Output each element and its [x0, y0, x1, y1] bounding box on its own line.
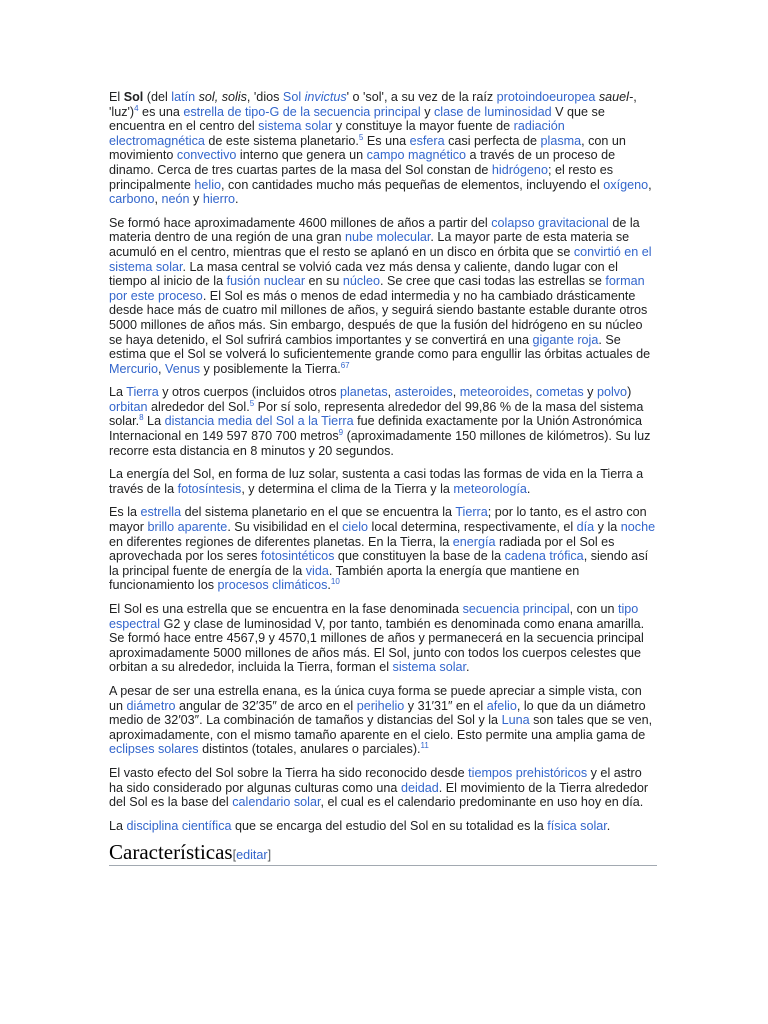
wiki-link[interactable]: hidrógeno [491, 162, 548, 177]
text-run: La energía del Sol, en forma de luz solar, sustenta a casi todas las formas de vida en la Tierra a través de la [109, 467, 644, 496]
wiki-link[interactable]: estrella [140, 505, 182, 520]
citation-link[interactable]: 5 [358, 132, 364, 142]
text-run: . También aporta la energía que mantiene en funcionamiento los [109, 563, 580, 593]
citation [331, 577, 340, 586]
text-run: Es una [363, 133, 410, 148]
text-run: que se encarga del estudio del Sol en su totalidad es la [231, 818, 548, 833]
text-run: . [327, 578, 331, 593]
wiki-link[interactable]: Venus [165, 361, 201, 376]
text-run: , [648, 177, 652, 192]
wiki-link[interactable]: perihelio [356, 698, 405, 713]
wiki-link[interactable]: procesos climáticos [217, 578, 328, 593]
wiki-link[interactable]: carbono [109, 192, 155, 207]
text-run: y [420, 104, 434, 119]
wiki-link[interactable]: fotosíntesis [177, 481, 242, 496]
wiki-link[interactable]: afelio [486, 698, 517, 713]
wiki-link[interactable]: física solar [547, 818, 607, 833]
text-run: Es la [109, 505, 141, 520]
wiki-link[interactable]: disciplina científica [126, 818, 232, 833]
text-run: . [466, 660, 470, 675]
wiki-link[interactable]: meteorología [453, 481, 527, 496]
italic-term: sol, solis [198, 90, 247, 104]
text-run: La [109, 818, 127, 833]
paragraph-8 [109, 766, 657, 810]
wiki-link[interactable]: núcleo [342, 274, 380, 289]
wiki-link[interactable]: energía [452, 534, 496, 549]
section-heading [109, 840, 657, 866]
citation [421, 741, 429, 750]
text-run: . El movimiento de la Tierra alrededor del Sol es la base del [109, 780, 649, 810]
text-run: y la [594, 520, 621, 535]
text-run: interno que genera un [236, 148, 367, 163]
text-run: y 31′31″ en el [404, 698, 487, 713]
text-run: , 'dios [246, 90, 283, 104]
text-run: . El Sol es más o menos de edad intermedia y no ha cambiado drásticamente desde hace más de cuatro mil millones de años, y seguirá siendo bastante estable durante otros 5000 millones de años más. Sin embargo, después de que la fusión del hidrógeno en su núcleo se haya detenido, el Sol sufrirá cambios importantes y se convertirá en una [109, 288, 648, 347]
paragraph-3 [109, 385, 657, 458]
text-run: y posiblemente la Tierra. [200, 361, 341, 376]
wiki-link[interactable]: polvo [596, 385, 628, 400]
text-run: ) [627, 385, 632, 400]
citation-link[interactable]: 10 [330, 577, 340, 587]
wiki-link[interactable]: tiempos prehistóricos [468, 765, 588, 780]
wiki-link[interactable]: plasma [540, 133, 582, 148]
text-run: , [158, 361, 165, 376]
wiki-link[interactable]: nube molecular [344, 230, 431, 245]
text-run: , lo que da un diámetro medio de 32′03″. La combinación de tamaños y distancias del Sol y la [109, 698, 646, 728]
wiki-link[interactable]: radiación electromagnética [109, 119, 565, 148]
citation-link[interactable]: 5 [249, 398, 255, 408]
paragraph-5 [109, 505, 657, 593]
text-run: Se formó hace aproximadamente 4600 millones de años a partir del [109, 215, 492, 230]
text-run: fue definida exactamente por la Unión Astronómica Internacional en 149 597 870 700 metros [109, 414, 643, 444]
wiki-link[interactable]: Tierra [455, 505, 488, 520]
text-run: y [189, 192, 203, 207]
text-run: G2 y clase de luminosidad V, por tanto, también es denominada como enana amarilla. Se formó hace entre 4567,9 y 4570,1 millones de años y permanecerá en la secuencia principal aproximadamente 5000 millones de años más. El Sol, junto con todos los cuerpos celestes que orbitan a su alrededor, incluida la Tierra, forman el [109, 616, 645, 675]
text-run: A pesar de ser una estrella enana, es la única cuya forma se puede apreciar a simple vista, con un [109, 683, 642, 713]
text-run: La [143, 414, 165, 429]
text-run: , el cual es el calendario predominante en uso hoy en día. [320, 795, 644, 810]
text-run: . Se estima que el Sol se volverá lo suficientemente grande como para engullir las órbitas actuales de [109, 332, 651, 362]
bold-term: Sol [123, 90, 144, 104]
wiki-link[interactable]: calendario solar [232, 795, 321, 810]
wiki-link[interactable]: convirtió en el sistema solar [109, 244, 652, 274]
citation-link[interactable]: 8 [139, 413, 144, 423]
edit-section-link [233, 848, 272, 862]
text-run: El vasto efecto del Sol sobre la Tierra ha sido reconocido desde [109, 765, 469, 780]
text-run: ; el resto es principalmente [109, 162, 614, 192]
paragraph-2 [109, 216, 657, 377]
wiki-link[interactable]: distancia media del Sol a la Tierra [164, 414, 354, 429]
text-run: , [452, 385, 460, 400]
text-run: . Se cree que casi todas las estrellas se [379, 274, 606, 289]
citation-link[interactable]: 7 [345, 360, 350, 370]
text-run: en su [305, 274, 343, 289]
text-run: (aproximadamente 150 millones de kilómetros). Su luz recorre esta distancia en 8 minutos y 20 segundos. [109, 429, 651, 458]
citation-link[interactable]: 9 [338, 427, 344, 437]
text-run: ; por lo tanto, es el astro con mayor [109, 505, 647, 535]
text-run: son tales que se ven, aproximadamente, con el mismo tamaño aparente en el cielo. Esto permite una amplia gama de [109, 713, 653, 742]
wiki-link[interactable]: cielo [342, 520, 369, 535]
text-run: de la materia dentro de una región de una gran [109, 215, 640, 245]
citation-link[interactable]: 11 [420, 741, 429, 751]
text-run: Por sí solo, representa alrededor del 99,86 % de la masa del sistema solar. [109, 399, 644, 429]
paragraph-9 [109, 819, 657, 834]
wiki-link[interactable]: eclipses solares [109, 742, 199, 757]
text-run: local determina, respectivamente, el [368, 520, 577, 535]
text-run: , con un movimiento [109, 133, 626, 163]
text-run: , con cantidades mucho más pequeñas de elementos, incluyendo el [221, 177, 604, 192]
wiki-link[interactable]: Sol [282, 90, 302, 104]
wiki-link[interactable]: campo magnético [366, 148, 467, 163]
text-run: angular de 32′35″ de arco en el [175, 698, 357, 713]
text-run: , siendo así la principal fuente de energía de la [109, 549, 649, 578]
wiki-link[interactable]: convectivo [176, 148, 237, 163]
wiki-link[interactable]: Mercurio [109, 361, 158, 376]
wiki-link[interactable]: Tierra [126, 385, 159, 400]
wiki-link[interactable]: clase de luminosidad [434, 104, 552, 119]
text-run: El Sol es una estrella que se encuentra en la fase denominada [109, 602, 463, 616]
wiki-link[interactable]: estrella de tipo-G de la secuencia principal [183, 104, 421, 119]
text-run: a través de un proceso de dinamo. Cerca de tres cuartas partes de la masa del Sol constan de [109, 148, 616, 177]
text-run: , y determina el clima de la Tierra y la [241, 481, 454, 496]
text-run: , [154, 192, 162, 207]
text-run: (del [143, 90, 172, 104]
wiki-link[interactable]: gigante roja [532, 332, 599, 347]
wiki-link[interactable]: vida [305, 563, 329, 578]
wiki-link[interactable]: cometas [536, 385, 584, 400]
text-run: casi perfecta de [444, 133, 541, 148]
wiki-link[interactable]: colapso gravitacional [491, 215, 609, 230]
text-run: , con un [569, 602, 618, 616]
text-run: . La masa central se volvió cada vez más densa y caliente, dando lugar con el tiempo al inicio de la [109, 259, 618, 289]
edit-bracket-open: [ [232, 848, 237, 863]
citation-link[interactable]: 4 [134, 103, 139, 113]
edit-link[interactable]: editar [236, 848, 268, 863]
text-run: . [606, 818, 611, 833]
text-run: de este sistema planetario. [204, 133, 359, 148]
text-run: en diferentes regiones de diferentes planetas. En la Tierra, la [109, 534, 453, 549]
wiki-link[interactable]: orbitan [109, 399, 148, 414]
text-run: , [529, 385, 537, 400]
text-run: que constituyen la base de la [334, 549, 505, 564]
wiki-link[interactable]: sistema solar [258, 119, 333, 134]
italic-term: sauel- [598, 90, 634, 104]
wiki-link[interactable]: protoindoeuropea [496, 90, 596, 104]
wiki-link[interactable]: forman por este proceso [109, 274, 645, 303]
text-run: distintos (totales, anulares o parciales). [198, 742, 421, 757]
paragraph-4 [109, 467, 657, 496]
text-run: y [583, 385, 597, 400]
text-run: El [109, 90, 124, 104]
wiki-link[interactable]: secuencia principal [462, 602, 570, 616]
wiki-link[interactable]: sistema solar [392, 660, 467, 675]
wiki-link[interactable]: cadena trófica [504, 549, 584, 564]
article-body [109, 90, 657, 866]
wiki-link[interactable]: brillo aparente [147, 520, 228, 535]
text-run: alrededor del Sol. [147, 399, 250, 414]
text-run: , 'luz') [109, 90, 637, 119]
text-run: es una [138, 104, 184, 119]
text-run: . Su visibilidad en el [227, 520, 343, 535]
citation [345, 361, 349, 370]
text-run: La [109, 385, 127, 400]
wiki-link[interactable]: asteroides [394, 385, 453, 400]
text-run: V que se encuentra en el centro del [109, 104, 605, 134]
wiki-link[interactable]: fusión nuclear [226, 274, 306, 289]
wiki-link[interactable]: oxígeno [603, 177, 649, 192]
wiki-link[interactable]: noche [620, 520, 656, 535]
wiki-link[interactable]: neón [161, 192, 190, 207]
text-run: . La mayor parte de esta materia se acumuló en el centro, mientras que el resto se aplanó en un disco en órbita que se [109, 230, 630, 259]
wiki-link[interactable]: esfera [409, 133, 445, 148]
wiki-link[interactable]: helio [194, 177, 222, 192]
wiki-link[interactable]: planetas [340, 385, 388, 400]
wiki-link[interactable]: deidad [400, 780, 439, 795]
wiki-link[interactable]: meteoroides [459, 385, 530, 400]
text-run: ' o 'sol', a su vez de la raíz [346, 90, 497, 104]
text-run: radiada por el Sol es aprovechada por los seres [109, 534, 615, 564]
text-run: . [235, 192, 239, 207]
text-run: y constituye la mayor fuente de [332, 119, 514, 134]
wiki-link[interactable]: latín [171, 90, 196, 104]
text-run: y otros cuerpos (incluidos otros [158, 385, 340, 400]
wiki-link[interactable]: Luna [501, 713, 530, 728]
wiki-link[interactable]: invictus [304, 90, 347, 104]
text-run: . [526, 481, 531, 496]
text-run: del sistema planetario en el que se encuentra la [181, 505, 456, 520]
wiki-link[interactable]: fotosintéticos [260, 549, 335, 564]
paragraph-7 [109, 684, 657, 757]
wiki-link[interactable]: hierro [202, 192, 236, 207]
wiki-link[interactable]: día [576, 520, 595, 535]
text-run: y el astro ha sido considerado por algunas culturas como una [109, 765, 642, 795]
citation-link[interactable]: 6 [340, 360, 346, 370]
wiki-link[interactable]: diámetro [126, 698, 176, 713]
text-run: , [387, 385, 395, 400]
edit-bracket-close: ] [267, 848, 272, 863]
paragraph-1 [109, 90, 657, 207]
article-paragraphs [109, 90, 657, 833]
wiki-link[interactable]: tipo espectral [109, 602, 639, 631]
paragraph-6 [109, 602, 657, 675]
section-title: Características [109, 840, 233, 865]
